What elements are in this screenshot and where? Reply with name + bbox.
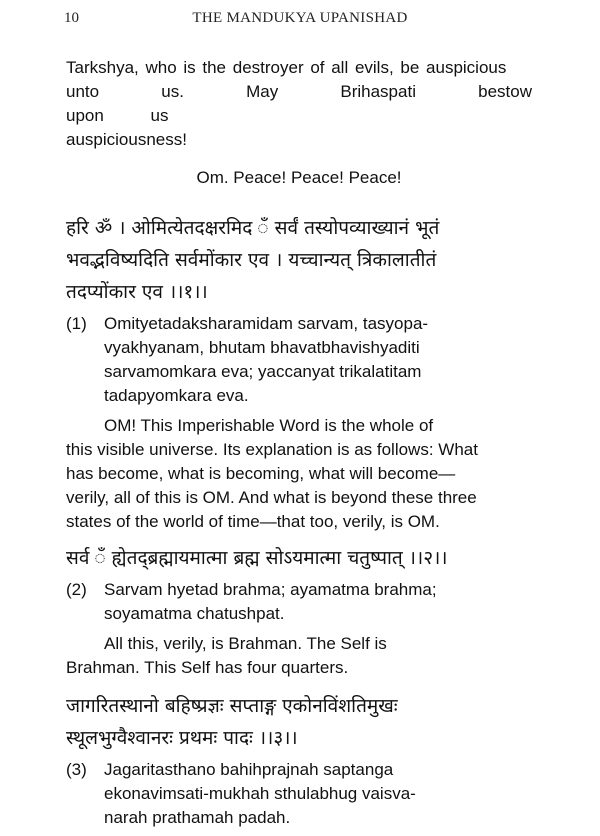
transliteration-line: vyakhyanam, bhutam bhavatbhavishyaditi	[104, 338, 420, 357]
verse-2-devanagari	[66, 542, 532, 574]
devanagari-line: स्थूलभुग्वैश्वानरः प्रथमः पादः ।।३।।	[66, 727, 298, 749]
devanagari-line: जागरितस्थानो बहिष्प्रज्ञः सप्ताङ्ग एकोनविंशतिमुखः	[66, 695, 398, 717]
running-title: THE MANDUKYA UPANISHAD	[192, 10, 408, 26]
verse-2-transliteration	[66, 578, 532, 626]
translation-line: has become, what is becoming, what will become—	[66, 464, 456, 483]
verse-1-devanagari	[66, 212, 532, 308]
transliteration-text	[104, 578, 532, 626]
transliteration-line: sarvamomkara eva; yaccanyat trikalatitam	[104, 362, 422, 381]
verse-number: (1)	[66, 314, 87, 333]
translation-line: Brahman. This Self has four quarters.	[66, 658, 349, 677]
verse-2-translation	[66, 632, 532, 680]
devanagari-line: सर्व ँ ह्येतद्ब्रह्मायमात्मा ब्रह्म सोऽयमात्मा चतुष्पात् ।।२।।	[66, 547, 448, 569]
verse-1-transliteration	[66, 312, 532, 408]
verse-number: (3)	[66, 760, 87, 779]
page-number: 10	[64, 10, 79, 26]
verse-1-translation	[66, 414, 532, 534]
translation-line: verily, all of this is OM. And what is beyond these three	[66, 488, 477, 507]
intro-line-text: unto us. May Brihaspati bestow upon us	[66, 82, 532, 125]
intro-line	[66, 80, 532, 128]
transliteration-line: Jagaritasthano bahihprajnah saptanga	[104, 760, 394, 779]
translation-line: states of the world of time—that too, verily, is OM.	[66, 512, 440, 531]
intro-line: auspiciousness!	[66, 130, 187, 149]
transliteration-line: narah prathamah padah.	[104, 808, 291, 827]
verse-number: (2)	[66, 580, 87, 599]
transliteration-line: soyamatma chatushpat.	[104, 604, 285, 623]
page-header	[64, 10, 536, 30]
verse-3-transliteration	[66, 758, 532, 830]
transliteration-text	[104, 312, 532, 408]
intro-line: Tarkshya, who is the destroyer of all evils, be auspicious	[66, 58, 507, 77]
transliteration-line: Sarvam hyetad brahma; ayamatma brahma;	[104, 580, 437, 599]
translation-line: OM! This Imperishable Word is the whole of	[104, 416, 434, 435]
intro-paragraph	[66, 56, 532, 152]
translation-line: this visible universe. Its explanation is as follows: What	[66, 440, 478, 459]
verse-3-devanagari	[66, 690, 532, 754]
transliteration-line: ekonavimsati-mukhah sthulabhug vaisva-	[104, 784, 416, 803]
translation-line: All this, verily, is Brahman. The Self is	[104, 634, 387, 653]
transliteration-text	[104, 758, 532, 830]
devanagari-line: हरि ॐ । ओमित्येतदक्षरमिद ँ सर्वं तस्योपव्याख्यानं भूतं	[66, 217, 440, 239]
devanagari-line: तदप्योंकार एव ।।१।।	[66, 281, 208, 303]
devanagari-line: भवद्भविष्यदिति सर्वमोंकार एव । यच्चान्यत् त्रिकालातीतं	[66, 249, 437, 271]
transliteration-line: tadapyomkara eva.	[104, 386, 249, 405]
transliteration-line: Omityetadaksharamidam sarvam, tasyopa-	[104, 314, 429, 333]
page-content	[66, 56, 532, 836]
peace-invocation: Om. Peace! Peace! Peace!	[196, 168, 402, 187]
